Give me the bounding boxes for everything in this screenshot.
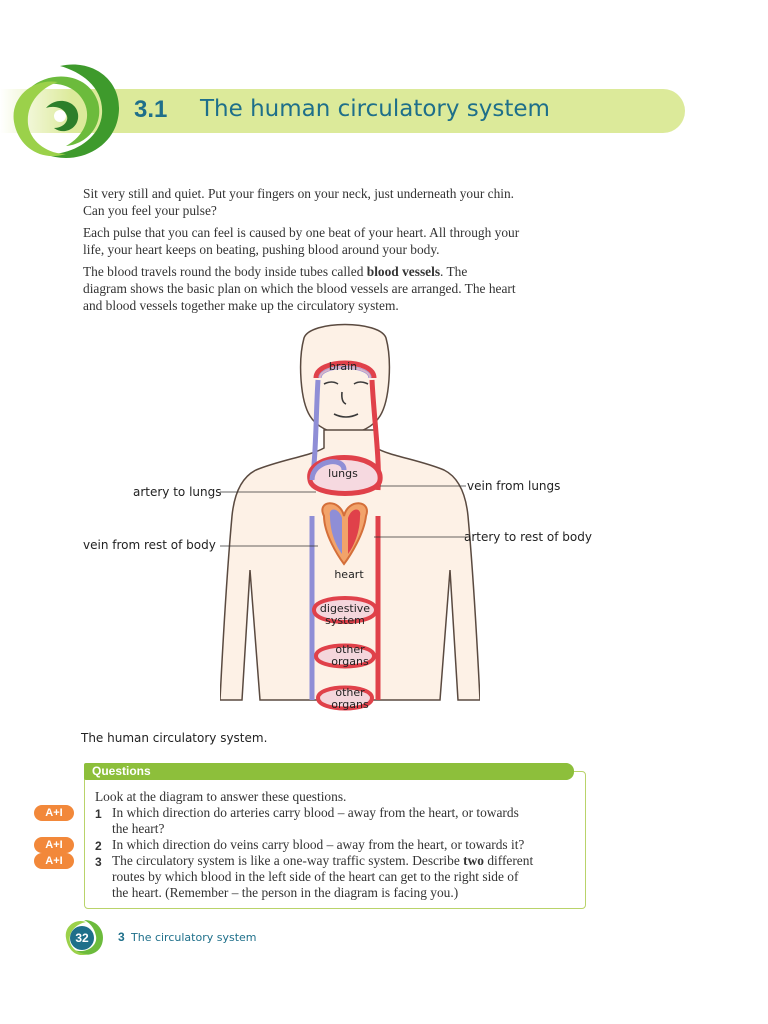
- question-number: 2: [95, 839, 102, 853]
- questions-intro: Look at the diagram to answer these questions.: [95, 789, 347, 804]
- label-line: organs: [331, 655, 369, 668]
- label-artery-to-rest-of-body: artery to rest of body: [464, 530, 592, 544]
- swirl-logo-icon: [0, 58, 130, 168]
- question-line: the heart?: [112, 821, 165, 836]
- question-number: 3: [95, 855, 102, 869]
- question-line: the heart. (Remember – the person in the diagram is facing you.): [112, 885, 459, 900]
- question-line: [112, 853, 533, 869]
- paragraph-line: Each pulse that you can feel is caused by one beat of your heart. All through your: [83, 225, 520, 240]
- question-1: [112, 805, 519, 837]
- footer-chapter-title: The circulatory system: [131, 931, 257, 944]
- aplusi-badge: A+I: [34, 805, 74, 821]
- footer-chapter-number: 3: [118, 930, 125, 944]
- text-span: . The: [440, 264, 468, 279]
- text-span: different: [483, 853, 534, 868]
- paragraph-line: diagram shows the basic plan on which the blood vessels are arranged. The heart: [83, 281, 516, 296]
- question-line: routes by which blood in the left side of the heart can get to the right side of: [112, 869, 519, 884]
- label-other-organs-2: [320, 687, 380, 711]
- label-other-organs-1: [320, 644, 380, 668]
- label-line: other: [335, 643, 365, 656]
- label-vein-from-lungs: vein from lungs: [467, 479, 561, 493]
- paragraph-3: [83, 263, 583, 314]
- question-number: 1: [95, 807, 102, 821]
- label-brain: brain: [328, 360, 358, 373]
- label-heart: heart: [334, 568, 364, 581]
- paragraph-1: [83, 185, 583, 219]
- bold-term: two: [463, 853, 484, 868]
- paragraph-2: [83, 224, 583, 258]
- label-line: digestive: [319, 602, 371, 615]
- paragraph-line: Sit very still and quiet. Put your fingers on your neck, just underneath your chin.: [83, 186, 515, 201]
- text-span: The circulatory system is like a one-way traffic system. Describe: [112, 853, 464, 868]
- label-line: organs: [331, 698, 369, 711]
- question-2: In which direction do veins carry blood – away from the heart, or towards it?: [112, 837, 525, 852]
- questions-title: Questions: [92, 764, 151, 778]
- question-line: In which direction do arteries carry blood – away from the heart, or towards: [112, 805, 519, 820]
- label-line: system: [325, 614, 365, 627]
- bold-term: blood vessels: [366, 264, 441, 279]
- text-span: The blood travels round the body inside tubes called: [83, 264, 367, 279]
- paragraph-line: and blood vessels together make up the circulatory system.: [83, 298, 399, 313]
- question-3: [112, 853, 533, 901]
- aplusi-badge: A+I: [34, 837, 74, 853]
- label-vein-from-rest-of-body: vein from rest of body: [83, 538, 216, 552]
- figure-caption: The human circulatory system.: [81, 731, 268, 745]
- paragraph-line: Can you feel your pulse?: [83, 203, 217, 218]
- label-lungs: lungs: [328, 467, 358, 480]
- paragraph-line: [83, 263, 583, 280]
- label-digestive-system: [315, 603, 375, 627]
- page-number: 32: [70, 926, 94, 950]
- page-title: The human circulatory system: [200, 96, 550, 122]
- label-line: other: [335, 686, 365, 699]
- section-number: 3.1: [134, 96, 168, 123]
- label-artery-to-lungs: artery to lungs: [133, 485, 222, 499]
- aplusi-badge: A+I: [34, 853, 74, 869]
- questions-header-bar: [84, 763, 568, 780]
- paragraph-line: life, your heart keeps on beating, pushing blood around your body.: [83, 242, 440, 257]
